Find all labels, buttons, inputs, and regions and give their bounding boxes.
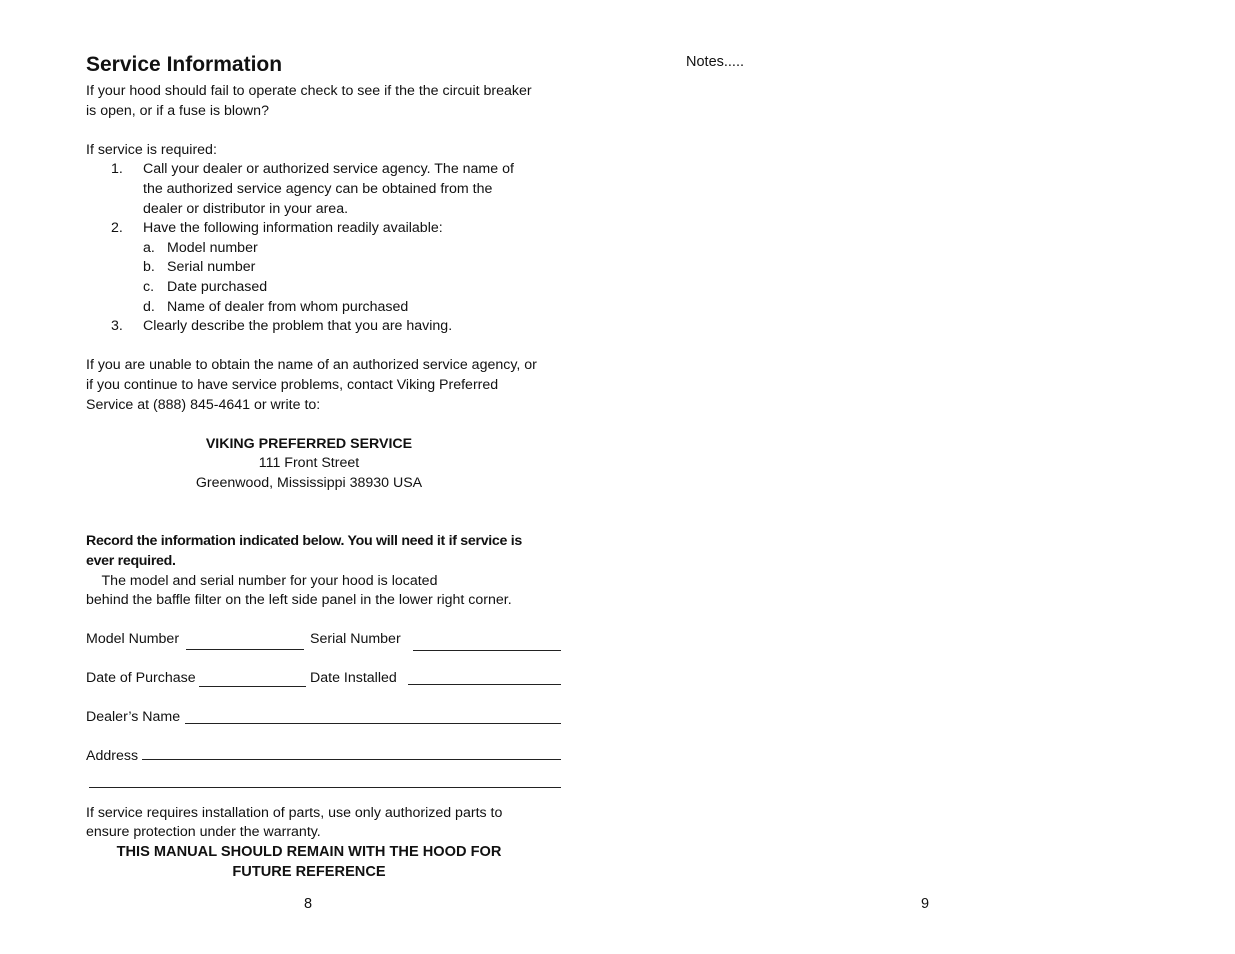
- dealers-name-field[interactable]: [185, 723, 561, 724]
- parts-line-2: ensure protection under the warranty.: [86, 824, 321, 841]
- step-number: 3.: [111, 318, 123, 335]
- record-line-2: ever required. The model and serial number for your hood is located: [86, 553, 438, 589]
- model-number-field[interactable]: [186, 649, 304, 650]
- step-text: Clearly describe the problem that you are having.: [143, 318, 453, 335]
- step-text: Have the following information readily available:: [143, 220, 443, 237]
- list-item: [143, 239, 523, 259]
- date-of-purchase-label: Date of Purchase: [86, 669, 196, 686]
- address-field-line-2[interactable]: [89, 787, 561, 788]
- item-letter: a.: [143, 239, 155, 256]
- item-text: Date purchased: [167, 278, 268, 295]
- item-letter: c.: [143, 278, 155, 295]
- step-text: the authorized service agency can be obtained from the: [143, 180, 493, 197]
- notes-heading: Notes.....: [686, 54, 745, 70]
- serial-number-field[interactable]: [413, 650, 561, 651]
- list-item: [143, 278, 523, 298]
- contact-line-2: if you continue to have service problems, contact Viking Preferred: [86, 376, 499, 393]
- item-letter: d.: [143, 298, 155, 315]
- date-installed-label: Date Installed: [310, 669, 397, 686]
- item-letter: b.: [143, 259, 155, 276]
- date-installed-field[interactable]: [408, 684, 561, 685]
- record-line-3: behind the baffle filter on the left side panel in the lower right corner.: [86, 592, 512, 609]
- left-page: [86, 52, 566, 882]
- address-name: VIKING PREFERRED SERVICE: [205, 435, 413, 452]
- form-row-dealer: [86, 708, 566, 747]
- final-notice-line-2: FUTURE REFERENCE: [232, 863, 386, 880]
- list-item: [143, 258, 523, 278]
- form-row-address: [86, 747, 566, 804]
- step-number: 2.: [111, 220, 123, 237]
- form-row-model-serial: [86, 630, 566, 669]
- intro-line-2: is open, or if a fuse is blown?: [86, 102, 269, 119]
- contact-line-1: If you are unable to obtain the name of an authorized service agency, or: [86, 357, 537, 374]
- list-item: [143, 298, 523, 318]
- list-item: [86, 160, 566, 219]
- final-notice-line-1: THIS MANUAL SHOULD REMAIN WITH THE HOOD FOR: [116, 844, 502, 861]
- address-city: Greenwood, Mississippi 38930 USA: [195, 474, 423, 491]
- service-required-label: If service is required:: [86, 141, 217, 158]
- item-text: Name of dealer from whom purchased: [167, 298, 409, 315]
- address-street: 111 Front Street: [258, 455, 360, 472]
- parts-line-1: If service requires installation of parts, use only authorized parts to: [86, 804, 503, 821]
- step-text: Call your dealer or authorized service agency. The name of: [143, 161, 514, 178]
- page-number-right: 9: [921, 896, 930, 912]
- model-number-label: Model Number: [86, 630, 180, 647]
- address-field[interactable]: [142, 759, 561, 760]
- date-of-purchase-field[interactable]: [199, 686, 306, 687]
- dealers-name-label: Dealer’s Name: [86, 708, 181, 725]
- record-line-1: Record the information indicated below. You will need it if service is: [86, 533, 522, 550]
- address-label: Address: [86, 747, 139, 764]
- item-text: Model number: [167, 239, 258, 256]
- step-text: dealer or distributor in your area.: [143, 200, 349, 217]
- item-text: Serial number: [167, 259, 256, 276]
- list-item: [86, 219, 566, 317]
- page-title: Service Information: [86, 53, 283, 76]
- form-row-dates: [86, 669, 566, 708]
- serial-number-label: Serial Number: [310, 630, 401, 647]
- contact-line-3: Service at (888) 845-4641 or write to:: [86, 396, 321, 413]
- page-number-left: 8: [304, 896, 313, 912]
- list-item: [86, 317, 566, 337]
- step-number: 1.: [111, 161, 123, 178]
- intro-line-1: If your hood should fail to operate check to see if the the circuit breaker: [86, 83, 532, 99]
